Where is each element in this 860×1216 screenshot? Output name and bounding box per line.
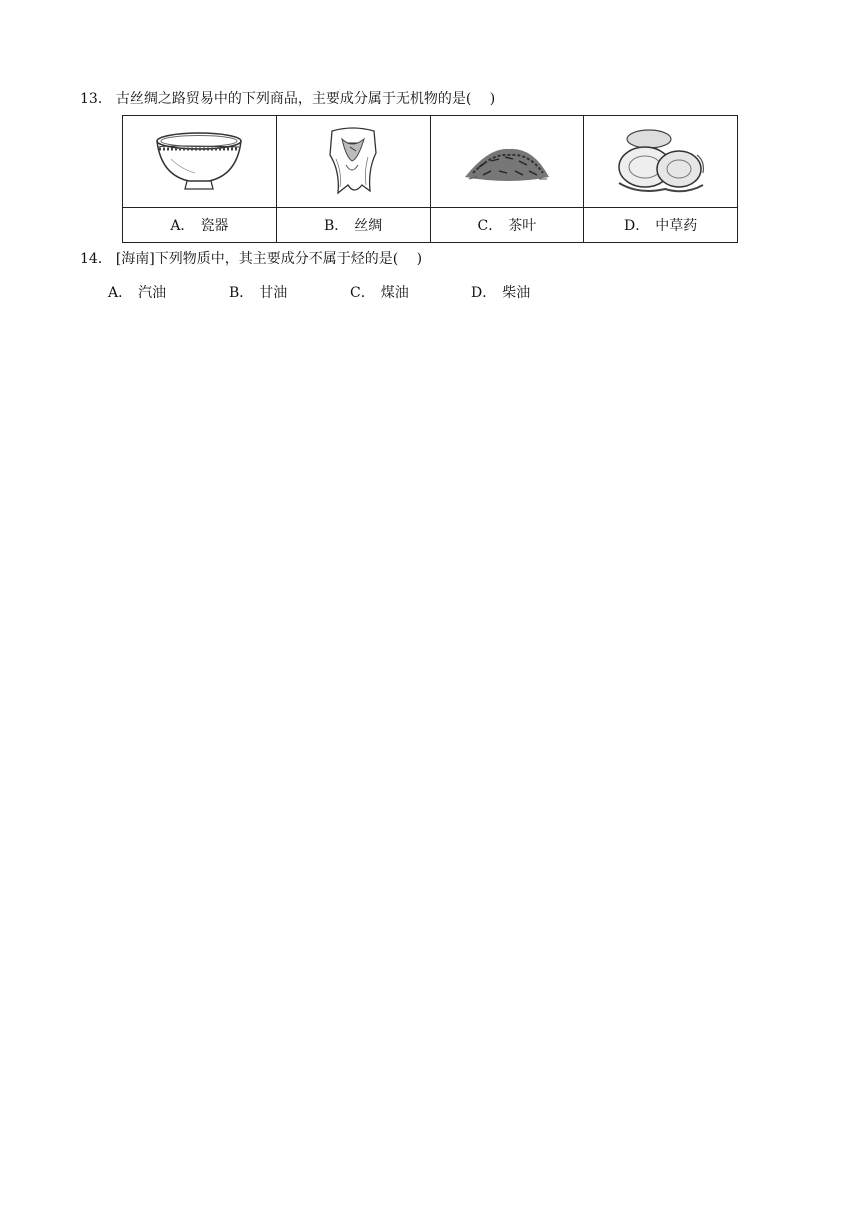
choice-d: D． 柴油 xyxy=(471,285,531,301)
option-a-label: A． 瓷器 xyxy=(123,208,277,243)
option-a-image-cell xyxy=(123,116,277,208)
silk-scarf-image xyxy=(318,125,388,199)
question-14 xyxy=(80,250,422,268)
tea-leaves-image xyxy=(459,137,555,187)
question-14-choices xyxy=(108,284,592,302)
question-stem: 古丝绸之路贸易中的下列商品，主要成分属于无机物的是( ) xyxy=(115,91,496,107)
option-d-label: D． 中草药 xyxy=(584,208,738,243)
option-d-image-cell xyxy=(584,116,738,208)
option-table xyxy=(122,115,738,243)
option-c-label: C． 茶叶 xyxy=(430,208,584,243)
question-13 xyxy=(80,90,495,108)
option-b-label: B． 丝绸 xyxy=(276,208,430,243)
choice-b: B． 甘油 xyxy=(229,285,288,301)
porcelain-bowl-image xyxy=(151,129,247,195)
question-stem: [海南]下列物质中，其主要成分不属于烃的是( ) xyxy=(115,251,423,267)
choice-a: A． 汽油 xyxy=(108,285,167,301)
option-c-image-cell xyxy=(430,116,584,208)
question-number: 14． xyxy=(80,251,112,267)
question-number: 13． xyxy=(80,91,112,107)
option-b-image-cell xyxy=(276,116,430,208)
choice-c: C． 煤油 xyxy=(350,285,409,301)
herbal-medicine-image xyxy=(609,125,713,199)
